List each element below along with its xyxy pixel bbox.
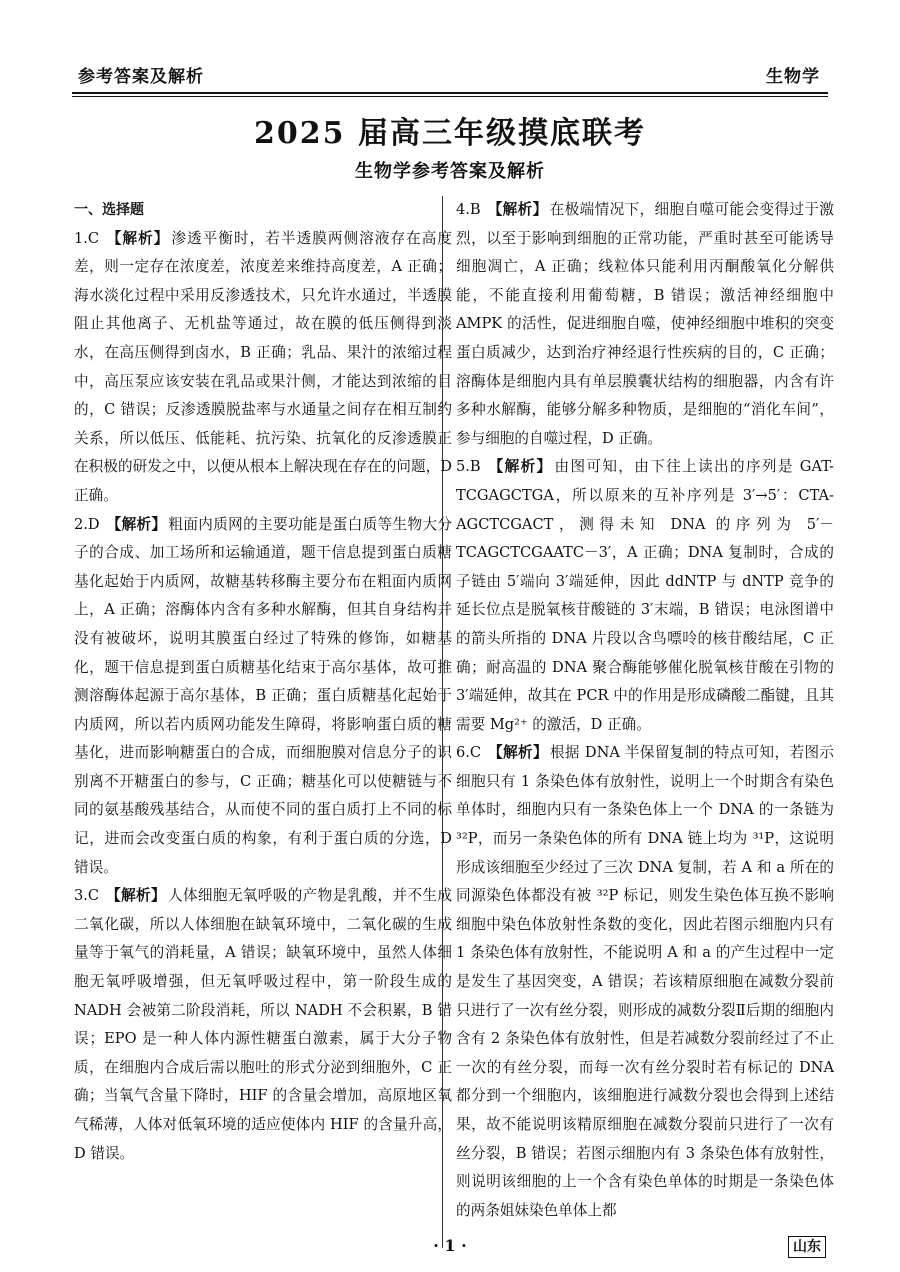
column-divider [442, 196, 443, 1248]
answer-text: 在极端情况下，细胞自噬可能会变得过于激烈，以至于影响到细胞的正常功能，严重时甚至可能诱导细胞凋亡，A 正确；线粒体只能利用丙酮酸氧化分解供能，不能直接利用葡萄糖，B 错误；激活神经细胞中 AMPK 的活性，促进细胞自噬，使神经细胞中堆积的突变蛋白质减少，达到治疗神经退行性疾病的目的，C 正确；溶酶体是细胞内具有单层膜囊状结构的细胞器，内含有许多种水解酶，能够分解多种物质，是细胞的“消化车间”，参与细胞的自噬过程，D 正确。 [456, 201, 834, 447]
answer-text: 由图可知，由下往上读出的序列是 GAT-TCGAGCTGA，所以原来的互补序列是 3′→5′：CTA-AGCTCGACT，测得未知 DNA 的序列为 5′－TCAGCTCGAATC－3′，A 正确；DNA 复制时，合成的子链由 5′端向 3′端延伸，因此 ddNTP 与 dNTP 竞争的延长位点是脱氧核苷酸链的 3′末端，B 错误；电泳图谱中的箭头所指的 DNA 片段以含鸟嘌呤的核苷酸结尾，C 正确；耐高温的 DNA 聚合酶能够催化脱氧核苷酸在引物的 3′端延伸，故其在 PCR 中的作用是形成磷酸二酯键，且其需要 Mg²⁺ 的激活，D 正确。 [456, 458, 834, 733]
answer-item-3 [74, 882, 452, 1168]
page-number: · 1 · [433, 1236, 467, 1255]
page-title: 2025 届高三年级摸底联考 [254, 116, 646, 151]
answer-item-2 [74, 511, 452, 883]
answer-number: 4.B [456, 201, 481, 218]
answer-number: 2.D [74, 515, 100, 533]
answer-number: 5.B [456, 458, 481, 476]
header-rule [72, 92, 828, 97]
answer-text: 渗透平衡时，若半透膜两侧溶液存在高度差，则一定存在浓度差，浓度差来维持高度差，A 正确；海水淡化过程中采用反渗透技术，只允许水通过，半透膜阻止其他离子、无机盐等通过，故在膜的低压侧得到淡水，在高压侧得到卤水，B 正确；乳品、果汁的浓缩过程中，高压泵应该安装在乳品或果汁侧，才能达到浓缩的目的，C 错误；反渗透膜脱盐率与水通量之间存在相互制约关系，所以低压、低能耗、抗污染、抗氧化的反渗透膜正在积极的研发之中，以便从根本上解决现在存在的问题，D 正确。 [74, 229, 452, 504]
answer-item-1 [74, 225, 452, 511]
right-column [456, 196, 834, 1225]
answer-text: 粗面内质网的主要功能是蛋白质等生物大分子的合成、加工场所和运输通道，题干信息提到蛋白质糖基化起始于内质网，故糖基转移酶主要分布在粗面内质网上，A 正确；溶酶体内含有多种水解酶，但其自身结构并没有被破坏，说明其膜蛋白经过了特殊的修饰，如糖基化，题干信息提到蛋白质糖基化结束于高尔基体，故可推测溶酶体起源于高尔基体，B 正确；蛋白质糖基化起始于内质网，所以若内质网功能发生障碍，将影响蛋白质的糖基化，进而影响糖蛋白的合成，而细胞膜对信息分子的识别离不开糖蛋白的参与，C 正确；糖基化可以使糖链与不同的氨基酸残基结合，从而使不同的蛋白质打上不同的标记，进而会改变蛋白质的构象，有利于蛋白质的分选，D 错误。 [74, 515, 452, 876]
answer-number: 6.C [456, 744, 482, 762]
analysis-tag: 【解析】 [488, 458, 553, 476]
answer-item-5 [456, 453, 834, 739]
header-subject: 生物学 [766, 67, 820, 87]
analysis-tag: 【解析】 [487, 201, 548, 218]
answer-item-4 [456, 196, 834, 453]
section-heading: 一、选择题 [74, 202, 144, 218]
answer-number: 1.C [74, 229, 100, 247]
analysis-tag: 【解析】 [106, 515, 167, 533]
answer-text: 人体细胞无氧呼吸的产物是乳酸，并不生成二氧化碳，所以人体细胞在缺氧环境中，二氧化碳的生成量等于氧气的消耗量，A 错误；缺氧环境中，虽然人体细胞无氧呼吸增强，但无氧呼吸过程中，第一阶段生成的 NADH 会被第二阶段消耗，所以 NADH 不会积累，B 错误；EPO 是一种人体内源性糖蛋白激素，属于大分子物质，在细胞内合成后需以胞吐的形式分泌到细胞外，C 正确；当氧气含量下降时，HIF 的含量会增加，高原地区氧气稀薄，人体对低氧环境的适应使体内 HIF 的含量升高，D 错误。 [74, 887, 452, 1162]
region-badge: 山东 [788, 1236, 826, 1258]
answer-item-6 [456, 739, 834, 1225]
analysis-tag: 【解析】 [488, 744, 548, 762]
analysis-tag: 【解析】 [106, 229, 170, 247]
left-column [74, 196, 452, 1168]
analysis-tag: 【解析】 [106, 887, 166, 905]
answer-text: 根据 DNA 半保留复制的特点可知，若图示细胞只有 1 条染色体有放射性，说明上一个时期含有染色单体时，细胞内只有一条染色体上一个 DNA 的一条链为 ³²P，而另一条染色体的所有 DNA 链上均为 ³¹P，这说明形成该细胞至少经过了三次 DNA 复制，若 A 和 a 所在的同源染色体都没有被 ³²P 标记，则发生染色体互换不影响细胞中染色体放射性条数的变化，因此若图示细胞内只有 1 条染色体有放射性，不能说明 A 和 a 的产生过程中一定是发生了基因突变，A 错误；若该精原细胞在减数分裂前只进行了一次有丝分裂，则形成的减数分裂Ⅱ后期的细胞内含有 2 条染色体有放射性，但是若减数分裂前经过了不止一次的有丝分裂，而每一次有丝分裂时若有标记的 DNA 都分到一个细胞内，该细胞进行减数分裂也会得到上述结果，故不能说明该精原细胞在减数分裂前只进行了一次有丝分裂，B 错误；若图示细胞内有 3 条染色体有放射性，则说明该细胞的上一个含有染色单体的时期是一条染色体的两条姐妹染色单体上都 [456, 744, 834, 1219]
header-doc-type: 参考答案及解析 [78, 67, 204, 87]
page-subtitle: 生物学参考答案及解析 [355, 161, 545, 182]
answer-number: 3.C [74, 887, 100, 905]
